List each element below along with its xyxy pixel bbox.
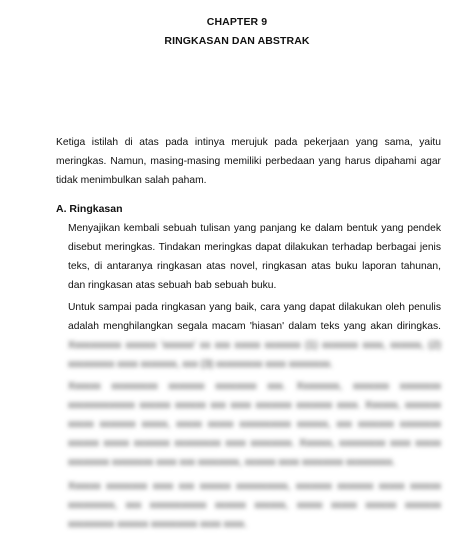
intro-paragraph: Ketiga istilah di atas pada intinya merujuk pada pekerjaan yang sama, yaitu meringkas. Namun, masing-masing memiliki perbedaan yang harus dipahami agar tidak menimbulkan salah paham. [56,137,441,186]
section-heading-ringkasan: A. Ringkasan [56,203,123,215]
blurred-text-block: Xxxxxx xxxxxxxxx xxxxxxx xxxxxxxx xxx. Xxxxxxxx, xxxxxxx xxxxxxxx xxxxxxxxxxxxx xxxxxx xxxxxx xxx xxxx xxxxxxx xxxxxxx xxxx. Xxxxxx, xxxxxxx xxxxx xxxxxxx xxxxx, xxxxx xxxxx xxxxxxxxxx xxxxxx, xxx xxxxxxx xxxxxxxx xxxxxx xxxxx xxxxxxx xxxxxxxxx xxxx xxxxxxxx. Xxxxxx, xxxxxxxxx xxxx xxxxx xxxxxxxx xxxxxxxx xxxx xxx xxxxxxxx, xxxxxx xxxx xxxxxxxx xxxxxxxxx. [68,381,441,468]
ringkasan-paragraph-2: Untuk sampai pada ringkasan yang baik, cara yang dapat dilakukan oleh penulis adalah menghilangkan segala macam 'hiasan' dalam teks yang akan diringkas. [68,302,441,332]
blurred-text-block: Xxxxxx xxxxxxxx xxxx xxx xxxxxx xxxxxxxxxx, xxxxxxx xxxxxxx xxxxx xxxxxx xxxxxxxxx, xxx xxxxxxxxxxx xxxxxx xxxxxx, xxxxx xxxxx xxxxxx xxxxxxx xxxxxxxxx xxxxxx xxxxxxxxx xxxx xxxx. [68,481,441,530]
chapter-title: RINGKASAN DAN ABSTRAK [164,35,310,47]
chapter-number: CHAPTER 9 [206,16,268,28]
blurred-text-block: Xxxxxxxxxx xxxxxx 'xxxxxx' xx xxx xxxxx xxxxxxx (1) xxxxxxx xxxx, xxxxxx, (2) xxxxxxxxx xxxx xxxxxxx, xxx (3) xxxxxxxxx xxxx xxxxxxxx. [68,340,441,370]
ringkasan-paragraph-1: Menyajikan kembali sebuah tulisan yang panjang ke dalam bentuk yang pendek disebut meringkas. Tindakan meringkas dapat dilakukan terhadap berbagai jenis teks, di antaranya ringkasan atas novel, ringkasan atas buku laporan tahunan, dan ringkasan atas sebuah bab sebuah buku. [68,223,441,291]
